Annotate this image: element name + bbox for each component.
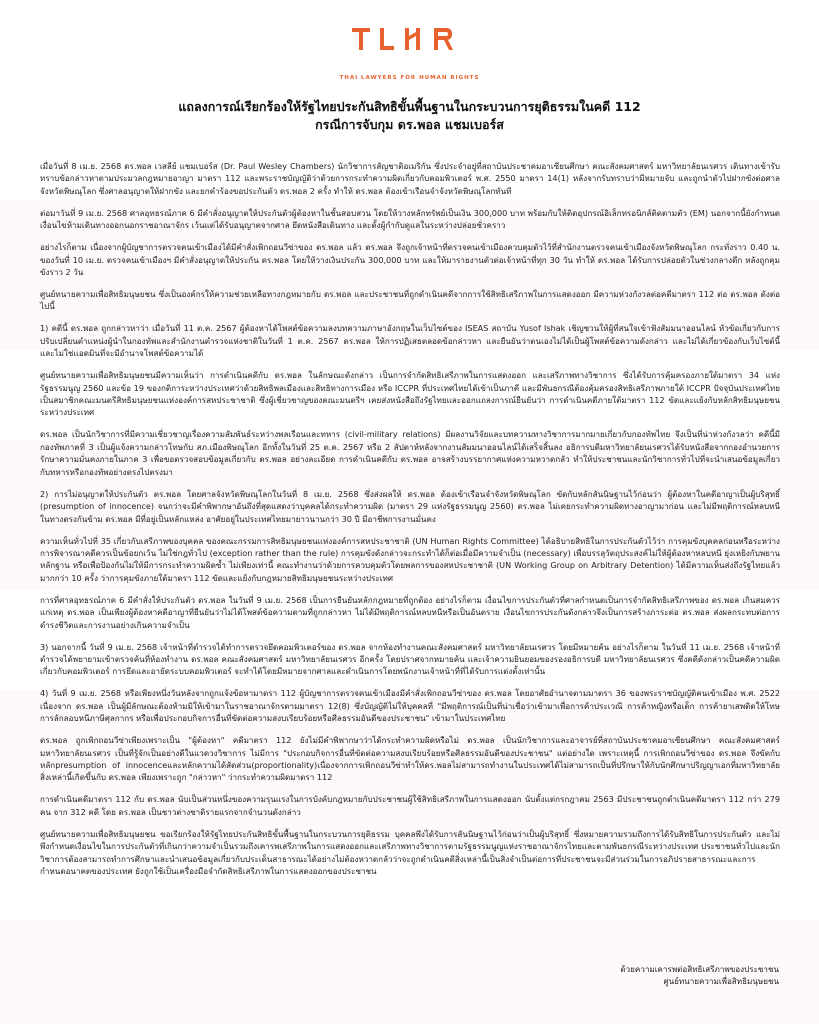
tlhr-logo	[0, 26, 819, 86]
title-line-1: แถลงการณ์เรียกร้องให้รัฐไทยประกันสิทธิขั้นพื้นฐานในกระบวนการยุติธรรมในคดี 112	[178, 99, 641, 114]
paragraph: ศูนย์ทนายความเพื่อสิทธิมนุษยชน ขอเรียกร้องให้รัฐไทยประกันสิทธิขั้นพื้นฐานในกระบวนการยุติธรรม บุคคลพึงได้รับการสันนิษฐานไว้ก่อนว่าเป็นผู้บริสุทธิ์ ซึ่งหมายความรวมถึงการได้รับสิทธิในการประกันตัว และไม่พึงกำหนดเงื่อนไขในการประกันตัวที่เกินกว่าความจำเป็นรวมถึงเคารพเสรีภาพในการแสดงออกและเสรีภาพทางวิชาการตามรัฐธรรมนูญแห่งราชอาณาจักรไทยและตามพันธกรณีระหว่างประเทศ ประชาชนทั่วไปและนักวิชาการต้องสามารถทำการศึกษาและนำเสนอข้อมูลเกี่ยวกับประเด็นสาธารณะได้อย่างไม่ต้องหวาดกลัวว่าจะถูกดำเนินคดีสิ่งเหล่านี้เป็นสิ่งจำเป็นต่อการที่ประชาชนจะมีส่วนร่วมในการอภิปรายสาธารณะและการกำหนดอนาคตของประเทศ ยังถูกใช้เป็นเครื่องมือจำกัดสิทธิเสรีภาพในการแสดงออกของประชาชน	[40, 828, 780, 876]
tlhr-wordmark-logo	[350, 26, 470, 52]
paragraph: 2) การไม่อนุญาตให้ประกันตัว ดร.พอล โดยศาลจังหวัดพิษณุโลกในวันที่ 8 เม.ย. 2568 ซึ่งส่งผลให้ ดร.พอล ต้องเข้าเรือนจำจังหวัดพิษณุโลก ขัดกับหลักสันนิษฐานไว้ก่อนว่า ผู้ต้องหาในคดีอาญาเป็นผู้บริสุทธิ์ (presumption of innocence) จนกว่าจะมีคำพิพากษาอันถึงที่สุดแสดงว่าบุคคลได้กระทำความผิด (มาตรา 29 แห่งรัฐธรรมนูญ 2560) ดร.พอล ไม่เคยกระทำความผิดทางอาญามาก่อน และไม่มีพฤติการณ์หลบหนี ในทางตรงกันข้าม ดร.พอล มีที่อยู่เป็นหลักแหล่ง อาศัยอยู่ในประเทศไทยมายาวนานกว่า 30 ปี มีอาชีพการงานมั่นคง	[40, 488, 780, 524]
paragraph: การดำเนินคดีมาตรา 112 กับ ดร.พอล นับเป็นส่วนหนึ่งของความรุนแรงในการบังคับกฎหมายกับประชาชนผู้ใช้สิทธิเสรีภาพในการแสดงออก นับตั้งแต่กรกฎาคม 2563 มีประชาชนถูกดำเนินคดีมาตรา 112 กว่า 279 คน จาก 312 คดี โดย ดร.พอล เป็นชาวต่างชาติรายแรกจากจำนวนดังกล่าว	[40, 794, 780, 817]
signature-line-2: ศูนย์ทนายความเพื่อสิทธิมนุษยชน	[663, 976, 779, 986]
paragraph: 4) วันที่ 9 เม.ย. 2568 หรือเพียงหนึ่งวันหลังจากถูกแจ้งข้อหามาตรา 112 ผู้บัญชาการตรวจคนเข้าเมืองมีคำสั่งเพิกถอนวีซ่าของ ดร.พอล โดยอาศัยอำนาจตามมาตรา 36 ของพระราชบัญญัติคนเข้าเมือง พ.ศ. 2522 เนื่องจาก ดร.พอล เป็นผู้มีลักษณะต้องห้ามมิให้เข้ามาในราชอาณาจักรตามมาตรา 12(8) ซึ่งบัญญัติไม่ให้บุคคลที่ "มีพฤติการณ์เป็นที่น่าเชื่อว่าเข้ามาเพื่อการค้าประเวณี การค้าหญิงหรือเด็ก การค้ายาเสพติดให้โทษ การลักลอบหนีภาษีศุลกากร หรือเพื่อประกอบกิจการอื่นที่ขัดต่อความสงบเรียบร้อยหรือศีลธรรมอันดีของประชาชน" เข้ามาในประเทศไทย	[40, 688, 780, 724]
paragraph: การที่ศาลอุทธรณ์ภาค 6 มีคำสั่งให้ประกันตัว ดร.พอล ในวันที่ 9 เม.ย. 2568 เป็นการยืนยันหลักกฎหมายที่ถูกต้อง อย่างไรก็ตาม เงื่อนไขการประกันตัวที่ศาลกำหนดเป็นการจำกัดสิทธิเสรีภาพของ ดร.พอล เกินสมควรแก่เหตุ ดร.พอล เป็นเพียงผู้ต้องหาคดีอาญาที่ยืนยันว่าไม่ได้โพสต์ข้อความตามที่ถูกกล่าวหา ไม่ได้มีพฤติการณ์หลบหนีหรือเป็นอันตราย เงื่อนไขการประกันดังกล่าวจึงเป็นการสร้างภาระต่อ ดร.พอล ส่งผลกระทบต่อการดำรงชีวิตและการงานอย่างเกินความจำเป็น	[40, 594, 780, 630]
paragraph: ดร.พอล ถูกเพิกถอนวีซ่าเพียงเพราะเป็น "ผู้ต้องหา" คดีมาตรา 112 ยังไม่มีคำพิพากษาว่าได้กระทำความผิดหรือไม่ ดร.พอล เป็นนักวิชาการและอาจารย์ที่สถาบันประชาคมอาเซียนศึกษา คณะสังคมศาสตร์ มหาวิทยาลัยนเรศวร เป็นที่รู้จักเป็นอย่างดีในแวดวงวิชาการ ไม่มีการ "ประกอบกิจการอื่นที่ขัดต่อความสงบเรียบร้อยหรือศีลธรรมอันดีของประชาชน" แต่อย่างใด เพราะเหตุนี้ การเพิกถอนวีซ่าของ ดร.พอล จึงขัดกับหลักpresumption of innocenceและหลักความได้สัดส่วน(proportionality)เนื่องจากการเพิกถอนวีซ่าทำให้ดร.พอลไม่สามารถทำงานในประเทศได้ไม่สามารถเป็นที่ปรึกษาให้กับนักศึกษาปริญญาเอกที่มหาวิทยาลัย สิ่งเหล่านี้เกิดขึ้นกับ ดร.พอล เพียงเพราะถูก "กล่าวหา" ว่ากระทำความผิดมาตรา 112	[40, 735, 780, 783]
paragraph: เมื่อวันที่ 8 เม.ย. 2568 ดร.พอล เวสลีย์ แชมเบอร์ส (Dr. Paul Wesley Chambers) นักวิชาการสัญชาติอเมริกัน ซึ่งประจำอยู่ที่สถาบันประชาคมอาเซียนศึกษา คณะสังคมศาสตร์ มหาวิทยาลัยนเรศวร เดินทางเข้ารับทราบข้อกล่าวหาตามประมวลกฎหมายอาญา มาตรา 112 และพระราชบัญญัติว่าด้วยการกระทำความผิดเกี่ยวกับคอมพิวเตอร์ พ.ศ. 2550 มาตรา 14(1) หลังจากรับทราบว่ามีหมายจับ และถูกนำตัวไปฝากขังต่อศาลจังหวัดพิษณุโลก ซึ่งศาลอนุญาตให้ฝากขัง และยกคำร้องขอประกันตัว ดร.พอล 2 ครั้ง ทำให้ ดร.พอล ต้องเข้าเรือนจำจังหวัดพิษณุโลกทันที	[40, 161, 780, 196]
paragraph: ต่อมาวันที่ 9 เม.ย. 2568 ศาลอุทธรณ์ภาค 6 มีคำสั่งอนุญาตให้ประกันตัวผู้ต้องหาในชั้นสอบสวน โดยให้วางหลักทรัพย์เป็นเงิน 300,000 บาท พร้อมกับให้ติดอุปกรณ์อิเล็กทรอนิกส์ติดตามตัว (EM) นอกจากนี้ยังกำหนดเงื่อนไขห้ามเดินทางออกนอกราชอาณาจักร เว้นแต่ได้รับอนุญาตจากศาล ยึดหนังสือเดินทาง และตั้งผู้กำกับดูแลในระหว่างปล่อยชั่วคราว	[40, 207, 780, 231]
paragraph: 1) คดีนี้ ดร.พอล ถูกกล่าวหาว่า เมื่อวันที่ 11 ต.ค. 2567 ผู้ต้องหาได้โพสต์ข้อความลงบทความภาษาอังกฤษในเว็บไซต์ของ ISEAS สถาบัน Yusof Ishak เชิญชวนให้ผู้ที่สนใจเข้าฟังสัมมนาออนไลน์ หัวข้อเกี่ยวกับการปรับเปลี่ยนตำแหน่งผู้นำในกองทัพและสำนักงานตำรวจแห่งชาติในวันที่ 1 ต.ค. 2567 ดร.พอล ให้การปฏิเสธตลอดข้อกล่าวหา และยืนยันว่าตนเองไม่ได้เป็นผู้โพสต์ข้อความดังกล่าว และไม่ได้เกี่ยวข้องกับเว็บไซต์นี้ และไม่ใช่เเอดมินที่จะมีอำนาจโพสต์ข้อความได้	[40, 323, 780, 359]
title-line-2: กรณีการจับกุม ดร.พอล แชมเบอร์ส	[315, 117, 504, 132]
signature-block	[620, 963, 779, 987]
statement-title	[0, 98, 819, 134]
paragraph: อย่างไรก็ตาม เนื่องจากผู้บัญชาการตรวจคนเข้าเมืองได้มีคำสั่งเพิกถอนวีซ่าของ ดร.พอล แล้ว ดร.พอล จึงถูกเจ้าหน้าที่ตรวจคนเข้าเมืองควบคุมตัวไว้ที่สำนักงานตรวจคนเข้าเมืองจังหวัดพิษณุโลก กระทั่งราว 0.40 น. ของวันที่ 10 เม.ย. ตรวจคนเข้าเมืองฯ มีคำสั่งอนุญาตให้ประกัน ดร.พอล โดยให้วางเงินประกัน 300,000 บาท และให้มารายงานตัวต่อเจ้าหน้าที่ทุก 30 วัน ทำให้ ดร.พอล ได้รับการปล่อยตัวในช่วงกลางดึก หลังถูกคุมขังราว 2 วัน	[40, 242, 780, 278]
paragraph: ศูนย์ทนายความเพื่อสิทธิมนุษยชนมีความเห็นว่า การดำเนินคดีกับ ดร.พอล ในลักษณะดังกล่าว เป็นการจำกัดสิทธิเสรีภาพในการแสดงออก และเสรีภาพทางวิชาการ ซึ่งได้รับการคุ้มครองภายใต้มาตรา 34 แห่งรัฐธรรมนูญ 2560 และข้อ 19 ของกติการะหว่างประเทศว่าด้วยสิทธิพลเมืองและสิทธิทางการเมือง หรือ ICCPR ที่ประเทศไทยได้เข้าเป็นภาคี และมีพันธกรณีต้องคุ้มครองสิทธิเสรีภาพภายใต้ ICCPR ปัจจุบันประเทศไทยเป็นสมาชิกคณะมนตรีสิทธิมนุษยชนแห่งองค์การสหประชาชาติ ซึ่งผู้เชี่ยวชาญของคณะมนตรีฯ เคยส่งหนังสือถึงรัฐไทยและออกแถลงการณ์ยืนยันว่า การดำเนินคดีภายใต้มาตรา 112 ขัดและแย้งกับหลักสิทธิมนุษยชนระหว่างประเทศ	[40, 370, 780, 418]
logo-tagline: THAI LAWYERS FOR HUMAN RIGHTS	[339, 75, 480, 81]
signature-line-1: ด้วยความเคารพต่อสิทธิเสรีภาพของประชาชน	[620, 964, 779, 974]
statement-body	[40, 160, 780, 887]
paragraph: ศูนย์ทนายความเพื่อสิทธิมนุษยชน ซึ่งเป็นองค์กรให้ความช่วยเหลือทางกฎหมายกับ ดร.พอล และประชาชนที่ถูกดำเนินคดีจากการใช้สิทธิเสรีภาพในการแสดงออก มีความห่วงกังวลต่อคดีมาตรา 112 ต่อ ดร.พอล ดังต่อไปนี้	[40, 289, 780, 312]
paragraph: ดร.พอล เป็นนักวิชาการที่มีความเชี่ยวชาญเรื่องความสัมพันธ์ระหว่างพลเรือนและทหาร (civil-military relations) มีผลงานวิจัยและบทความทางวิชาการมากมายเกี่ยวกับกองทัพไทย จึงเป็นที่น่าห่วงกังวลว่า คดีนี้มีกองทัพภาคที่ 3 เป็นผู้แจ้งความกล่าวโทษกับ สภ.เมืองพิษณุโลก อีกทั้งในวันที่ 25 ต.ค. 2567 หรือ 2 สัปดาห์หลังจากงานสัมมนาออนไลน์ได้เสร็จสิ้นลง อธิการบดีมหาวิทยาลัยนเรศวรได้รับหนังสือจากกองอำนวยการรักษาความมั่นคงภายในภาค 3 เพื่อขอตรวจสอบข้อมูลเกี่ยวกับ ดร.พอล อย่างละเอียด การดำเนินคดีกับ ดร.พอล อาจสร้างบรรยากาศแห่งความหวาดกลัว ทำให้ประชาชนและนักวิชาการทั่วไปที่จะนำเสนอข้อมูลเกี่ยวกับทหารหรือกองทัพอย่างตรงไปตรงมา	[40, 429, 780, 477]
paragraph: ความเห็นทั่วไปที่ 35 เกี่ยวกับเสรีภาพของบุคคล ของคณะกรรมการสิทธิมนุษยชนแห่งองค์การสหประชาชาติ (UN Human Rights Committee) ได้อธิบายสิทธิในการประกันตัวไว้ว่า การคุมขังบุคคลก่อนหรือระหว่างการพิจารณาคดีควรเป็นข้อยกเว้น ไม่ใช่กฎทั่วไป (exception rather than the rule) การคุมขังดังกล่าวจะกระทำได้ก็ต่อเมื่อมีความจำเป็น (necessary) เพื่อบรรลุวัตถุประสงค์ไม่ให้ผู้ต้องหาหลบหนี ยุ่งเหยิงกับพยานหลักฐาน หรือเพื่อป้องกันไม่ให้มีการกระทำความผิดซ้ำ ไม่เพียงเท่านี้ คณะทำงานว่าด้วยการควบคุมตัวโดยพลการของสหประชาชาติ (UN Working Group on Arbitrary Detention) ได้มีความเห็นส่งถึงรัฐไทยแล้วมากกว่า 10 ครั้ง ว่าการคุมขังภายใต้มาตรา 112 ขัดและแย้งกับกฎหมายสิทธิมนุษยชนระหว่างประเทศ	[40, 535, 780, 583]
paragraph: 3) นอกจากนี้ วันที่ 9 เม.ย. 2568 เจ้าหน้าที่ตำรวจได้ทำการตรวจยึดคอมพิวเตอร์ของ ดร.พอล จากห้องทำงานคณะสังคมศาสตร์ มหาวิทยาลัยนเรศวร โดยมีหมายค้น อย่างไรก็ตาม ในวันที่ 11 เม.ย. 2568 เจ้าหน้าที่ตำรวจได้พยายามเข้าตรวจค้นที่ห้องทำงาน ดร.พอล คณะสังคมศาสตร์ มหาวิทยาลัยนเรศวร อีกครั้ง โดยปราศจากหมายค้น และเจ้าความยินยอมของรองอธิการบดี มหาวิทยาลัยนเรศวร ซึ่งคดีดังกล่าวเป็นคดีความผิดเกี่ยวกับคอมพิวเตอร์ การยึดและอายัดระบบคอมพิวเตอร์ จะทำได้โดยมีหมายจากศาลและดำเนินการโดยพนักงานเจ้าหน้าที่ที่ได้รับการแต่งตั้งเท่านั้น	[40, 641, 780, 677]
